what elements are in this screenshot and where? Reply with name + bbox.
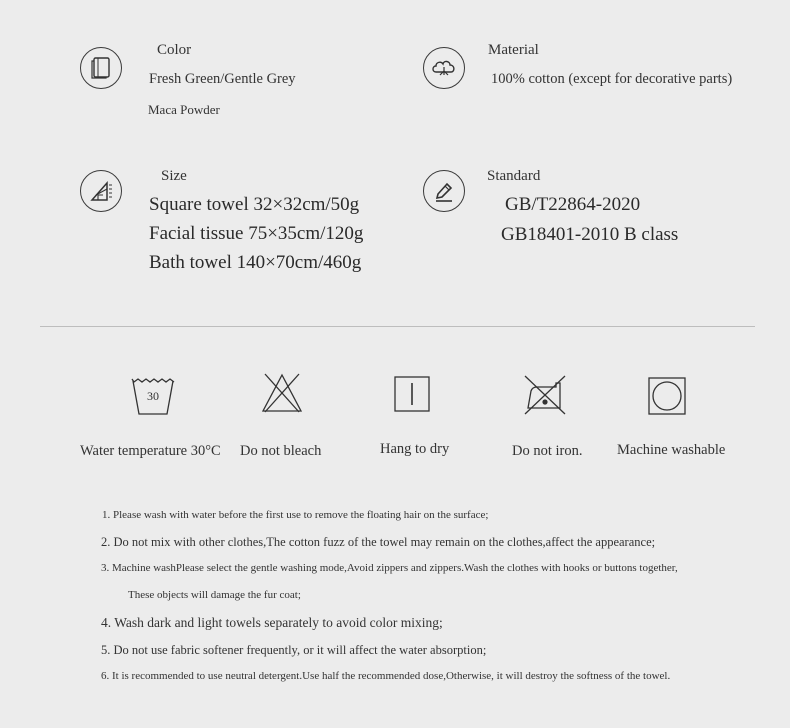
line-dry-icon [394,376,430,417]
section-divider [40,326,755,327]
care-note: 4. Wash dark and light towels separately to avoid color mixing; [101,615,443,630]
color-label: Color [157,42,192,58]
wash-tub-30-icon [131,376,175,421]
care-label-hang-dry: Hang to dry [380,441,450,457]
care-label-no-iron: Do not iron. [512,443,583,459]
care-note: 6. It is recommended to use neutral detergent.Use half the recommended dose,Otherwise, it will destroy the softness of the towel. [101,670,671,682]
color-value: Fresh Green/Gentle Grey [149,71,296,87]
care-label-no-bleach: Do not bleach [240,443,322,459]
ruler-triangle-icon [80,170,122,212]
care-label-machine-washable: Machine washable [617,442,726,458]
material-value: 100% cotton (except for decorative parts) [491,71,733,87]
swatch-card-icon [80,47,122,89]
cotton-flower-icon [423,47,465,89]
size-value: Bath towel 140×70cm/460g [149,252,362,273]
standard-value: GB18401-2010 B class [501,224,679,245]
size-value: Square towel 32×32cm/50g [149,194,360,215]
tumble-dry-icon [648,377,686,420]
care-label-water-temperature: Water temperature 30°C [80,443,221,459]
care-note: 5. Do not use fabric softener frequently, or it will affect the water absorption; [101,643,487,657]
standard-value: GB/T22864-2020 [505,194,641,215]
care-note: 3. Machine washPlease select the gentle washing mode,Avoid zippers and zippers.Wash the clothes with hooks or buttons together, [101,562,678,574]
care-note: 1. Please wash with water before the first use to remove the floating hair on the surface; [102,509,489,521]
material-label: Material [488,42,539,58]
size-value: Facial tissue 75×35cm/120g [149,223,364,244]
size-label: Size [161,168,187,184]
standard-label: Standard [487,168,541,184]
no-iron-icon [522,374,568,421]
care-note: These objects will damage the fur coat; [128,589,301,601]
pen-icon [423,170,465,212]
wash-temperature-number: 30 [147,389,159,403]
no-bleach-icon [261,372,303,419]
care-note: 2. Do not mix with other clothes,The cotton fuzz of the towel may remain on the clothes,affect the appearance; [101,535,656,549]
color-value-secondary: Maca Powder [148,102,220,117]
